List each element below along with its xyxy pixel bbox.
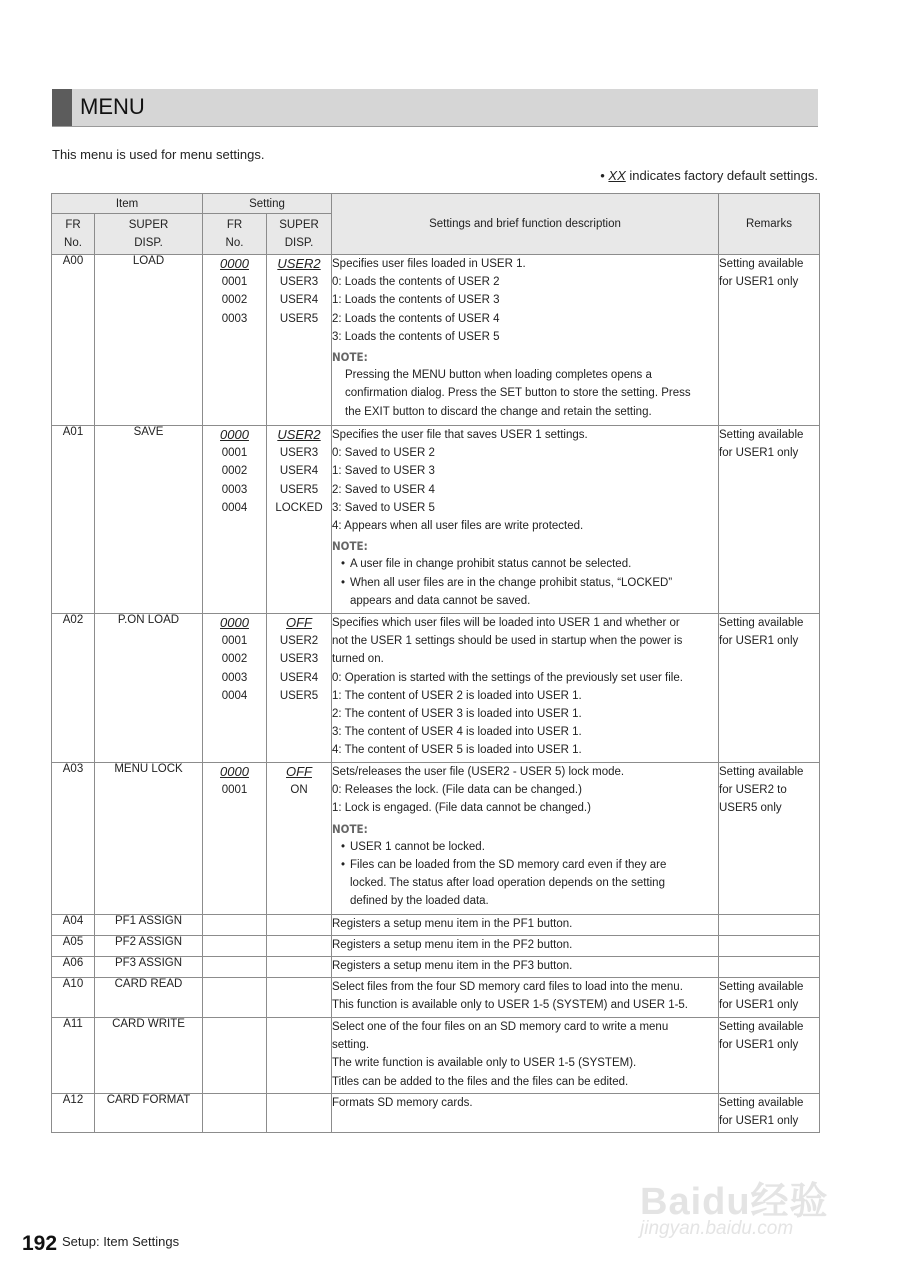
table-row (52, 426, 820, 614)
row-fr-no: A02 (52, 614, 95, 763)
bullet: • (600, 168, 605, 183)
note-label: NOTE: (332, 350, 368, 365)
row-description: Sets/releases the user file (USER2 - USER 5) lock mode. 0: Releases the lock. (File data can be changed.) 1: Lock is engaged. (File data cannot be changed.) NOTE: • USER 1 cannot be locked. • Files can be loaded from the SD memory card even if they are locked. The status after load operation depends on the setting defined by the loaded data. (332, 763, 719, 915)
default-marker: XX (608, 168, 626, 183)
table-row (52, 614, 820, 763)
header-setting: Setting (203, 194, 332, 214)
page-number: 192 (22, 1232, 58, 1255)
row-description: Registers a setup menu item in the PF3 button. (332, 957, 719, 978)
watermark-logo (640, 1140, 850, 1260)
row-fr-no: A12 (52, 1094, 95, 1133)
row-description: Registers a setup menu item in the PF1 button. (332, 915, 719, 936)
table-row (52, 255, 820, 426)
row-fr-no: A05 (52, 936, 95, 957)
menu-settings-table (51, 193, 820, 1133)
row-description: Formats SD memory cards. (332, 1094, 719, 1133)
row-description: Specifies which user files will be loaded into USER 1 and whether or not the USER 1 settings should be used in startup when the power is turned on. 0: Operation is started with the settings of the previously set user file. 1: The content of USER 2 is loaded into USER 1. 2: The content of USER 3 is loaded into USER 1. 3: The content of USER 4 is loaded into USER 1. 4: The content of USER 5 is loaded into USER 1. (332, 614, 719, 763)
header-setting-fr-no: FR No. (203, 214, 267, 255)
row-remarks: Setting available for USER1 only (719, 1094, 820, 1133)
fr-values: 0000 0001 0002 0003 (203, 255, 267, 426)
default-settings-note (600, 168, 818, 183)
row-fr-no: A10 (52, 978, 95, 1018)
row-name: MENU LOCK (95, 763, 203, 915)
header-item-super-disp: SUPER DISP. (95, 214, 203, 255)
row-fr-no: A03 (52, 763, 95, 915)
table-row (52, 978, 820, 1018)
note-bullet: • A user file in change prohibit status cannot be selected. (341, 558, 632, 571)
row-remarks: Setting available for USER1 only (719, 614, 820, 763)
super-values: USER2 USER3 USER4 USER5 (267, 255, 332, 426)
row-description: Select files from the four SD memory card files to load into the menu. This function is available only to USER 1-5 (SYSTEM) and USER 1-5. (332, 978, 719, 1018)
super-values: OFF ON (267, 763, 332, 915)
row-fr-no: A00 (52, 255, 95, 426)
row-name: PF1 ASSIGN (95, 915, 203, 936)
row-fr-no: A06 (52, 957, 95, 978)
row-remarks: Setting available for USER1 only (719, 1018, 820, 1094)
row-description: Registers a setup menu item in the PF2 button. (332, 936, 719, 957)
header-item-fr-no: FR No. (52, 214, 95, 255)
note-bullet: • USER 1 cannot be locked. (341, 840, 485, 853)
row-name: P.ON LOAD (95, 614, 203, 763)
super-values: USER2 USER3 USER4 USER5 LOCKED (267, 426, 332, 614)
header-description: Settings and brief function description (332, 194, 719, 255)
section-header (52, 89, 818, 127)
default-note-text: indicates factory default settings. (629, 168, 818, 183)
row-fr-no: A04 (52, 915, 95, 936)
row-name: CARD READ (95, 978, 203, 1018)
row-name: CARD WRITE (95, 1018, 203, 1094)
fr-values: 0000 0001 (203, 763, 267, 915)
row-name: PF2 ASSIGN (95, 936, 203, 957)
watermark-main: Baidu经验 (640, 1181, 829, 1223)
row-remarks: Setting available for USER2 to USER5 only (719, 763, 820, 915)
note-bullet: • Files can be loaded from the SD memory card even if they are locked. The status after load operation depends on the setting defined by the loaded data. (341, 859, 667, 908)
note-bullet: • When all user files are in the change prohibit status, “LOCKED” appears and data cannot be saved. (341, 576, 673, 607)
row-remarks: Setting available for USER1 only (719, 255, 820, 426)
row-name: PF3 ASSIGN (95, 957, 203, 978)
fr-values: 0000 0001 0002 0003 0004 (203, 614, 267, 763)
row-description: Specifies user files loaded in USER 1. 0: Loads the contents of USER 2 1: Loads the contents of USER 3 2: Loads the contents of USER 4 3: Loads the contents of USER 5 NOTE: Pressing the MENU button when loading completes opens a confirmation dialog. Press the SET button to store the setting. Press the EXIT button to discard the change and retain the setting. (332, 255, 719, 426)
super-values: OFF USER2 USER3 USER4 USER5 (267, 614, 332, 763)
table-row (52, 957, 820, 978)
row-remarks: Setting available for USER1 only (719, 426, 820, 614)
row-remarks: Setting available for USER1 only (719, 978, 820, 1018)
row-fr-no: A11 (52, 1018, 95, 1094)
row-name: SAVE (95, 426, 203, 614)
table-row (52, 763, 820, 915)
table-row (52, 915, 820, 936)
section-header-bar (52, 89, 72, 126)
table-row (52, 936, 820, 957)
row-description: Select one of the four files on an SD memory card to write a menu setting. The write function is available only to USER 1-5 (SYSTEM). Titles can be added to the files and the files can be edited. (332, 1018, 719, 1094)
fr-values: 0000 0001 0002 0003 0004 (203, 426, 267, 614)
note-label: NOTE: (332, 539, 368, 554)
row-name: CARD FORMAT (95, 1094, 203, 1133)
table-row (52, 1094, 820, 1133)
header-remarks: Remarks (719, 194, 820, 255)
note-text: Pressing the MENU button when loading completes opens a confirmation dialog. Press the SET button to store the setting. Press the EXIT button to discard the change and retain the setting. (345, 369, 691, 418)
watermark-sub: jingyan.baidu.com (640, 1218, 794, 1239)
header-setting-super-disp: SUPER DISP. (267, 214, 332, 255)
section-title: MENU (80, 94, 145, 119)
intro-text: This menu is used for menu settings. (52, 147, 265, 162)
header-item: Item (52, 194, 203, 214)
page-section-label: Setup: Item Settings (62, 1234, 180, 1249)
row-description: Specifies the user file that saves USER 1 settings. 0: Saved to USER 2 1: Saved to USER 3 2: Saved to USER 4 3: Saved to USER 5 4: Appears when all user files are write protected. NOTE: • A user file in change prohibit status cannot be selected. • When all user files are in the change prohibit status, “LOCKED” appears and data cannot be saved. (332, 426, 719, 614)
note-label: NOTE: (332, 821, 368, 836)
table-row (52, 1018, 820, 1094)
row-name: LOAD (95, 255, 203, 426)
row-fr-no: A01 (52, 426, 95, 614)
